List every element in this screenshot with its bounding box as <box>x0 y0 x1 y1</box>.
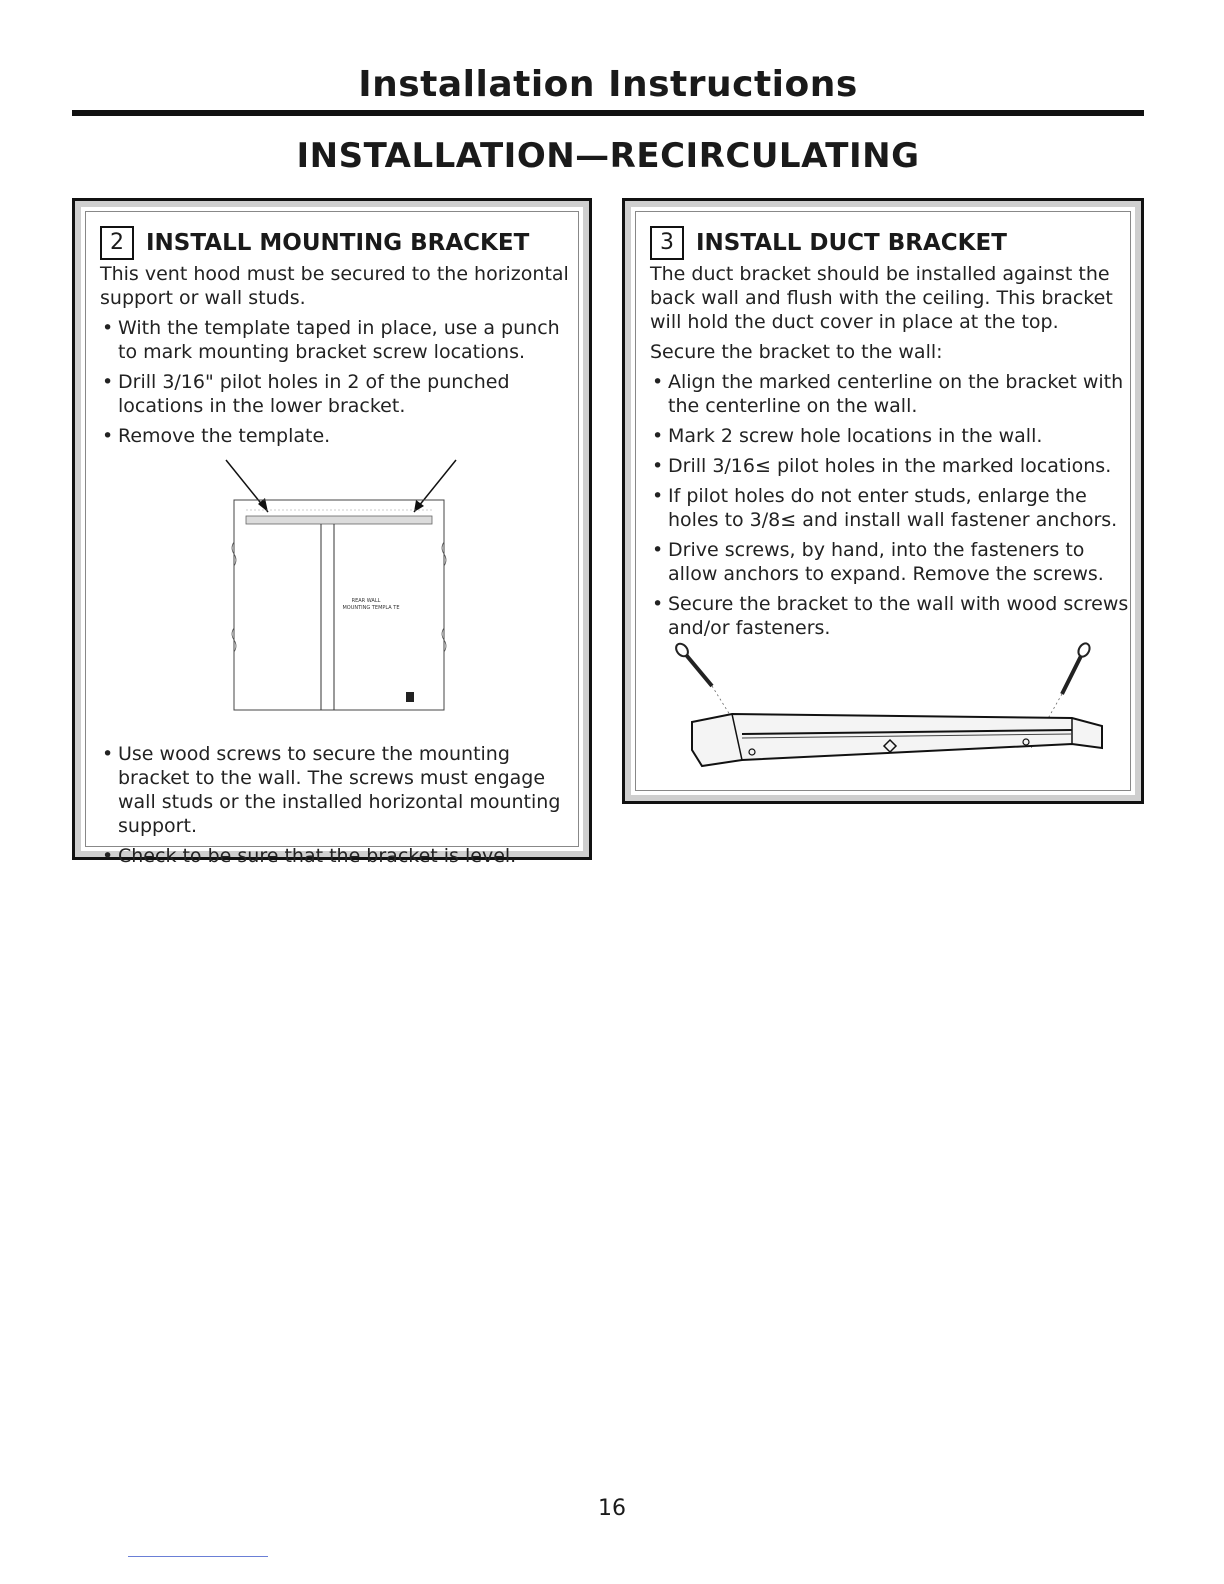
step2-bullet-1: • With the template taped in place, use a punch to mark mounting bracket screw locations. <box>100 316 580 364</box>
step2-bullet-3: • Remove the template. <box>100 424 580 448</box>
step3-bullet-2: • Mark 2 screw hole locations in the wall. <box>650 424 1130 448</box>
step2-panel <box>72 198 592 867</box>
template-label-2: MOUNTING TEMPLA TE <box>342 605 400 611</box>
step3-bullet-5: • Drive screws, by hand, into the fasteners to allow anchors to expand. Remove the screws. <box>650 538 1130 586</box>
footer-link-line <box>128 1556 268 1557</box>
section-title: INSTALLATION—RECIRCULATING <box>296 136 920 176</box>
step3-lead: Secure the bracket to the wall: <box>650 341 943 363</box>
step2-bullet-4: • Use wood screws to secure the mounting bracket to the wall. The screws must engage wall studs or the installed horizontal mounting support. <box>100 742 580 838</box>
page-number: 16 <box>598 1496 626 1521</box>
step2-heading <box>100 226 529 260</box>
step3-heading-text: INSTALL DUCT BRACKET <box>696 230 1007 256</box>
step3-bullets <box>650 370 1130 646</box>
step2-panel-inner <box>85 211 579 867</box>
duct-bracket-figure <box>672 638 1112 788</box>
template-sheet <box>234 500 444 710</box>
step2-bullets-bottom <box>100 742 580 874</box>
page-header: Installation Instructions <box>358 64 858 105</box>
step2-intro: This vent hood must be secured to the horizontal support or wall studs. <box>100 263 569 309</box>
template-bracket-band <box>246 516 432 524</box>
template-label-1: REAR WALL <box>351 598 381 604</box>
duct-bracket-icon <box>692 714 1102 766</box>
step3-bullet-3: • Drill 3/16≤ pilot holes in the marked locations. <box>650 454 1130 478</box>
step3-panel <box>622 198 1144 804</box>
step2-bullet-2: • Drill 3/16" pilot holes in 2 of the punched locations in the lower bracket. <box>100 370 580 418</box>
step2-bullets-top <box>100 316 580 454</box>
template-corner-mark <box>406 692 414 702</box>
step2-number: 2 <box>100 226 134 260</box>
step3-panel-inner <box>635 211 1131 791</box>
step3-bullet-6: • Secure the bracket to the wall with wood screws and/or fasteners. <box>650 592 1130 640</box>
step3-bullet-4: • If pilot holes do not enter studs, enlarge the holes to 3/8≤ and install wall fastener anchors. <box>650 484 1130 532</box>
step3-number: 3 <box>650 226 684 260</box>
step3-bullet-1: • Align the marked centerline on the bracket with the centerline on the wall. <box>650 370 1130 418</box>
step3-intro: The duct bracket should be installed against the back wall and flush with the ceiling. This bracket will hold the duct cover in place at the top. <box>650 263 1113 333</box>
step3-heading <box>650 226 1007 260</box>
mounting-template-figure <box>216 452 466 722</box>
step2-heading-text: INSTALL MOUNTING BRACKET <box>146 230 530 256</box>
step2-bullet-5: • Check to be sure that the bracket is level. <box>100 844 580 868</box>
header-rule <box>72 110 1144 116</box>
